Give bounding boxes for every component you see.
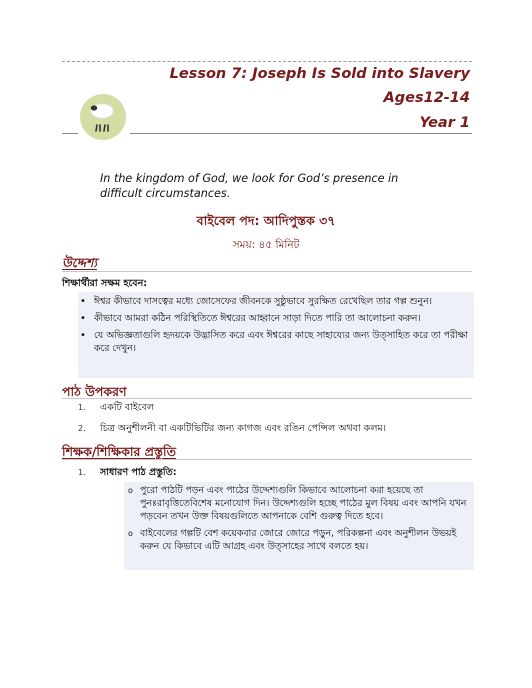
objectives-heading: উদ্দেশ্য	[62, 255, 98, 270]
preparation-title: সাধারণ পাঠ প্রস্তুতি:	[100, 467, 177, 478]
ages-label: Ages12-14	[383, 90, 470, 106]
preparation-num: 1.	[78, 468, 86, 477]
preparation-heading: শিক্ষক/শিক্ষিকার প্রস্তুতি	[62, 444, 176, 459]
preparation-subitem: o পুরো পাঠটি পড়ন এবং পাঠের উদ্দেশ্যগুলি কিভাবে আলোচনা করা হয়েছে তা পুনঃরাবৃত্তিতেবিশেষ মনোযোগ দিন। উদ্দেশ্যগুলি হচ্ছে পাঠের মুল বিষয় এবং আপনি যখন পড়বেন তখন উক্ত বিষয়গুলিতে আপনাকে বেশি গুরুত্ব দিতে হবে।	[128, 484, 470, 523]
material-text: একটি বাইবেল	[100, 402, 154, 413]
sheep-icon	[80, 94, 126, 140]
logo-rule-right	[130, 133, 472, 134]
preparation-item	[78, 466, 468, 480]
bible-passage: বাইবেল পদ: আদিপুস্তক ৩৭	[196, 213, 336, 228]
material-text: চিত্র অনুশীলনী বা একটিভিটির জন্য কাগজ এবং রঙিন পেন্সিল অথবা কলম।	[100, 423, 387, 434]
lesson-title: Lesson 7: Joseph Is Sold into Slavery	[169, 66, 470, 82]
materials-rule	[62, 398, 472, 399]
objective-item: • ঈশ্বর কীভাবে দাসত্বের মধ্যে জোসেফের জীবনকে সুষ্ঠুভাবে সুরক্ষিত রেখেছিল তার গল্প শুনুন।	[80, 295, 470, 308]
objectives-rule	[62, 271, 472, 272]
material-item	[78, 422, 478, 436]
material-item	[78, 401, 478, 415]
top-dashed-rule	[62, 61, 472, 62]
materials-list	[78, 401, 478, 443]
material-num: 2.	[78, 424, 86, 433]
materials-heading: পাঠ উপকরণ	[62, 384, 127, 399]
logo-rule-left	[62, 133, 78, 134]
year-label: Year 1	[419, 115, 470, 131]
preparation-subitem: o বাইবেলের গল্পটি বেশ কয়েকবার জোরে জোরে পড়ুন, পরিকল্পনা এবং অনুশীলন উভয়ই করুন যে কিভাবে এটি আগ্রহ এবং উত্সাহের সাথে বলতে হয়।	[128, 527, 470, 553]
lesson-time: সময়: ৪৫ মিনিট	[232, 239, 300, 251]
key-verse: In the kingdom of God, we look for God’s presence in difficult circumstances.	[100, 172, 399, 200]
preparation-sublist	[128, 484, 470, 557]
preparation-rule	[62, 459, 472, 460]
logo-badge	[80, 94, 126, 140]
objectives-list	[80, 295, 470, 359]
objectives-intro: শিক্ষার্থীরা সক্ষম হবেন:	[62, 278, 148, 289]
material-num: 1.	[78, 403, 86, 412]
objective-item: • কীভাবে আমরা কঠিন পরিস্থিতিতে ঈশ্বরের আহ্বানে সাড়া দিতে পারি তা আলোচনা করুন।	[80, 312, 470, 325]
objective-item: • যে অভিজ্ঞতাগুলি হৃদয়কে উদ্ভাসিত করে এবং ঈশ্বরের কাছে সাহায্যের জন্য উত্সাহিত করে তা পরীক্ষা করে দেখুন।	[80, 329, 470, 355]
